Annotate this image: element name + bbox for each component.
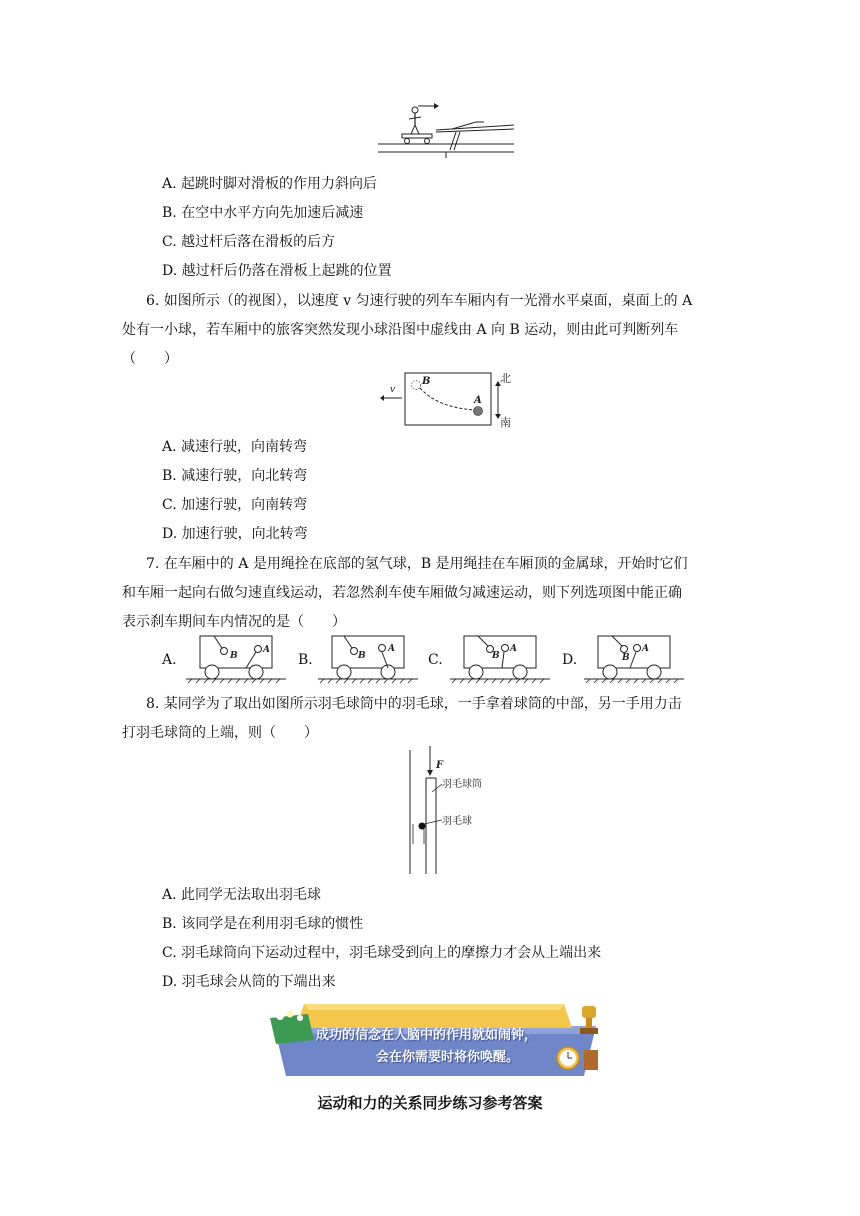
- q7-c-ball-a: A: [510, 644, 517, 654]
- q8-stem-line1: 8. 某同学为了取出如图所示羽毛球筒中的羽毛球，一手拿着球筒的中部，另一手用力击: [146, 696, 682, 712]
- q8-option-d: D. 羽毛球会从筒的下端出来: [162, 974, 336, 990]
- q7-stem-line3: 表示刹车期间车内情况的是（ ）: [122, 614, 346, 630]
- q8-option-a: A. 此同学无法取出羽毛球: [162, 887, 322, 903]
- banner-line1: 成功的信念在人脑中的作用就如闹钟，: [316, 1028, 538, 1043]
- q5-option-a: A. 起跳时脚对滑板的作用力斜向后: [162, 176, 378, 192]
- q6-stem-line3: （ ）: [122, 351, 178, 367]
- answer-section-title: 运动和力的关系同步练习参考答案: [317, 1094, 543, 1112]
- q6-v-label: v: [390, 385, 396, 395]
- q5-option-c: C. 越过杆后落在滑板的后方: [162, 234, 336, 250]
- q8-tube-label: 羽毛球筒: [442, 779, 482, 790]
- q7-option-d-label: D.: [562, 652, 578, 668]
- q7-c-ball-b: B: [492, 651, 500, 661]
- q8-ball-label: 羽毛球: [442, 816, 472, 827]
- q5-option-b: B. 在空中水平方向先加速后减速: [162, 205, 364, 221]
- q7-b-ball-b: B: [358, 651, 366, 661]
- q7-option-b-label: B.: [298, 652, 313, 668]
- q6-option-d: D. 加速行驶，向北转弯: [162, 526, 308, 542]
- q7-option-c-car: [448, 634, 552, 684]
- q6-stem-line1: 6. 如图所示（的视图），以速度 v 匀速行驶的列车车厢内有一光滑水平桌面，桌面上的 A: [146, 293, 693, 309]
- train-car-figure: [380, 368, 520, 430]
- q7-option-c-label: C.: [428, 652, 443, 668]
- q7-option-d-car: [582, 634, 686, 684]
- banner-line2: 会在你需要时将你唤醒。: [376, 1050, 520, 1065]
- q7-b-ball-a: A: [388, 644, 395, 654]
- q6-a-label: A: [474, 395, 482, 406]
- q7-d-ball-a: A: [642, 644, 649, 654]
- q6-stem-line2: 处有一小球，若车厢中的旅客突然发现小球沿图中虚线由 A 向 B 运动，则由此可判断列车: [122, 322, 679, 338]
- q7-option-b-car: [316, 634, 420, 684]
- q7-stem-line2: 和车厢一起向右做匀速直线运动，若忽然刹车使车厢做匀减速运动，则下列选项图中能正确: [122, 585, 682, 601]
- q7-option-a-car: [184, 634, 288, 684]
- q6-south-label: 南: [500, 416, 511, 429]
- q7-d-ball-b: B: [622, 653, 630, 663]
- motivational-banner: [264, 1000, 614, 1078]
- q7-a-ball-a: A: [263, 645, 270, 655]
- q6-option-a: A. 减速行驶，向南转弯: [162, 439, 308, 455]
- q7-a-ball-b: B: [230, 651, 238, 661]
- q6-option-c: C. 加速行驶，向南转弯: [162, 497, 308, 513]
- q8-stem-line2: 打羽毛球筒的上端，则（ ）: [122, 725, 318, 741]
- q6-option-b: B. 减速行驶，向北转弯: [162, 468, 308, 484]
- q8-option-b: B. 该同学是在利用羽毛球的惯性: [162, 916, 364, 932]
- q5-option-d: D. 越过杆后仍落在滑板上起跳的位置: [162, 263, 392, 279]
- q6-north-label: 北: [500, 372, 511, 385]
- q7-option-a-label: A.: [162, 652, 177, 668]
- q8-force-label: F: [436, 760, 444, 771]
- q6-b-label: B: [422, 376, 431, 387]
- skateboard-figure: [376, 100, 516, 164]
- q7-stem-line1: 7. 在车厢中的 A 是用绳拴在底部的氢气球，B 是用绳挂在车厢顶的金属球，开始时它们: [146, 556, 688, 572]
- badminton-tube-figure: [400, 744, 500, 874]
- q8-option-c: C. 羽毛球筒向下运动过程中，羽毛球受到向上的摩擦力才会从上端出来: [162, 945, 602, 961]
